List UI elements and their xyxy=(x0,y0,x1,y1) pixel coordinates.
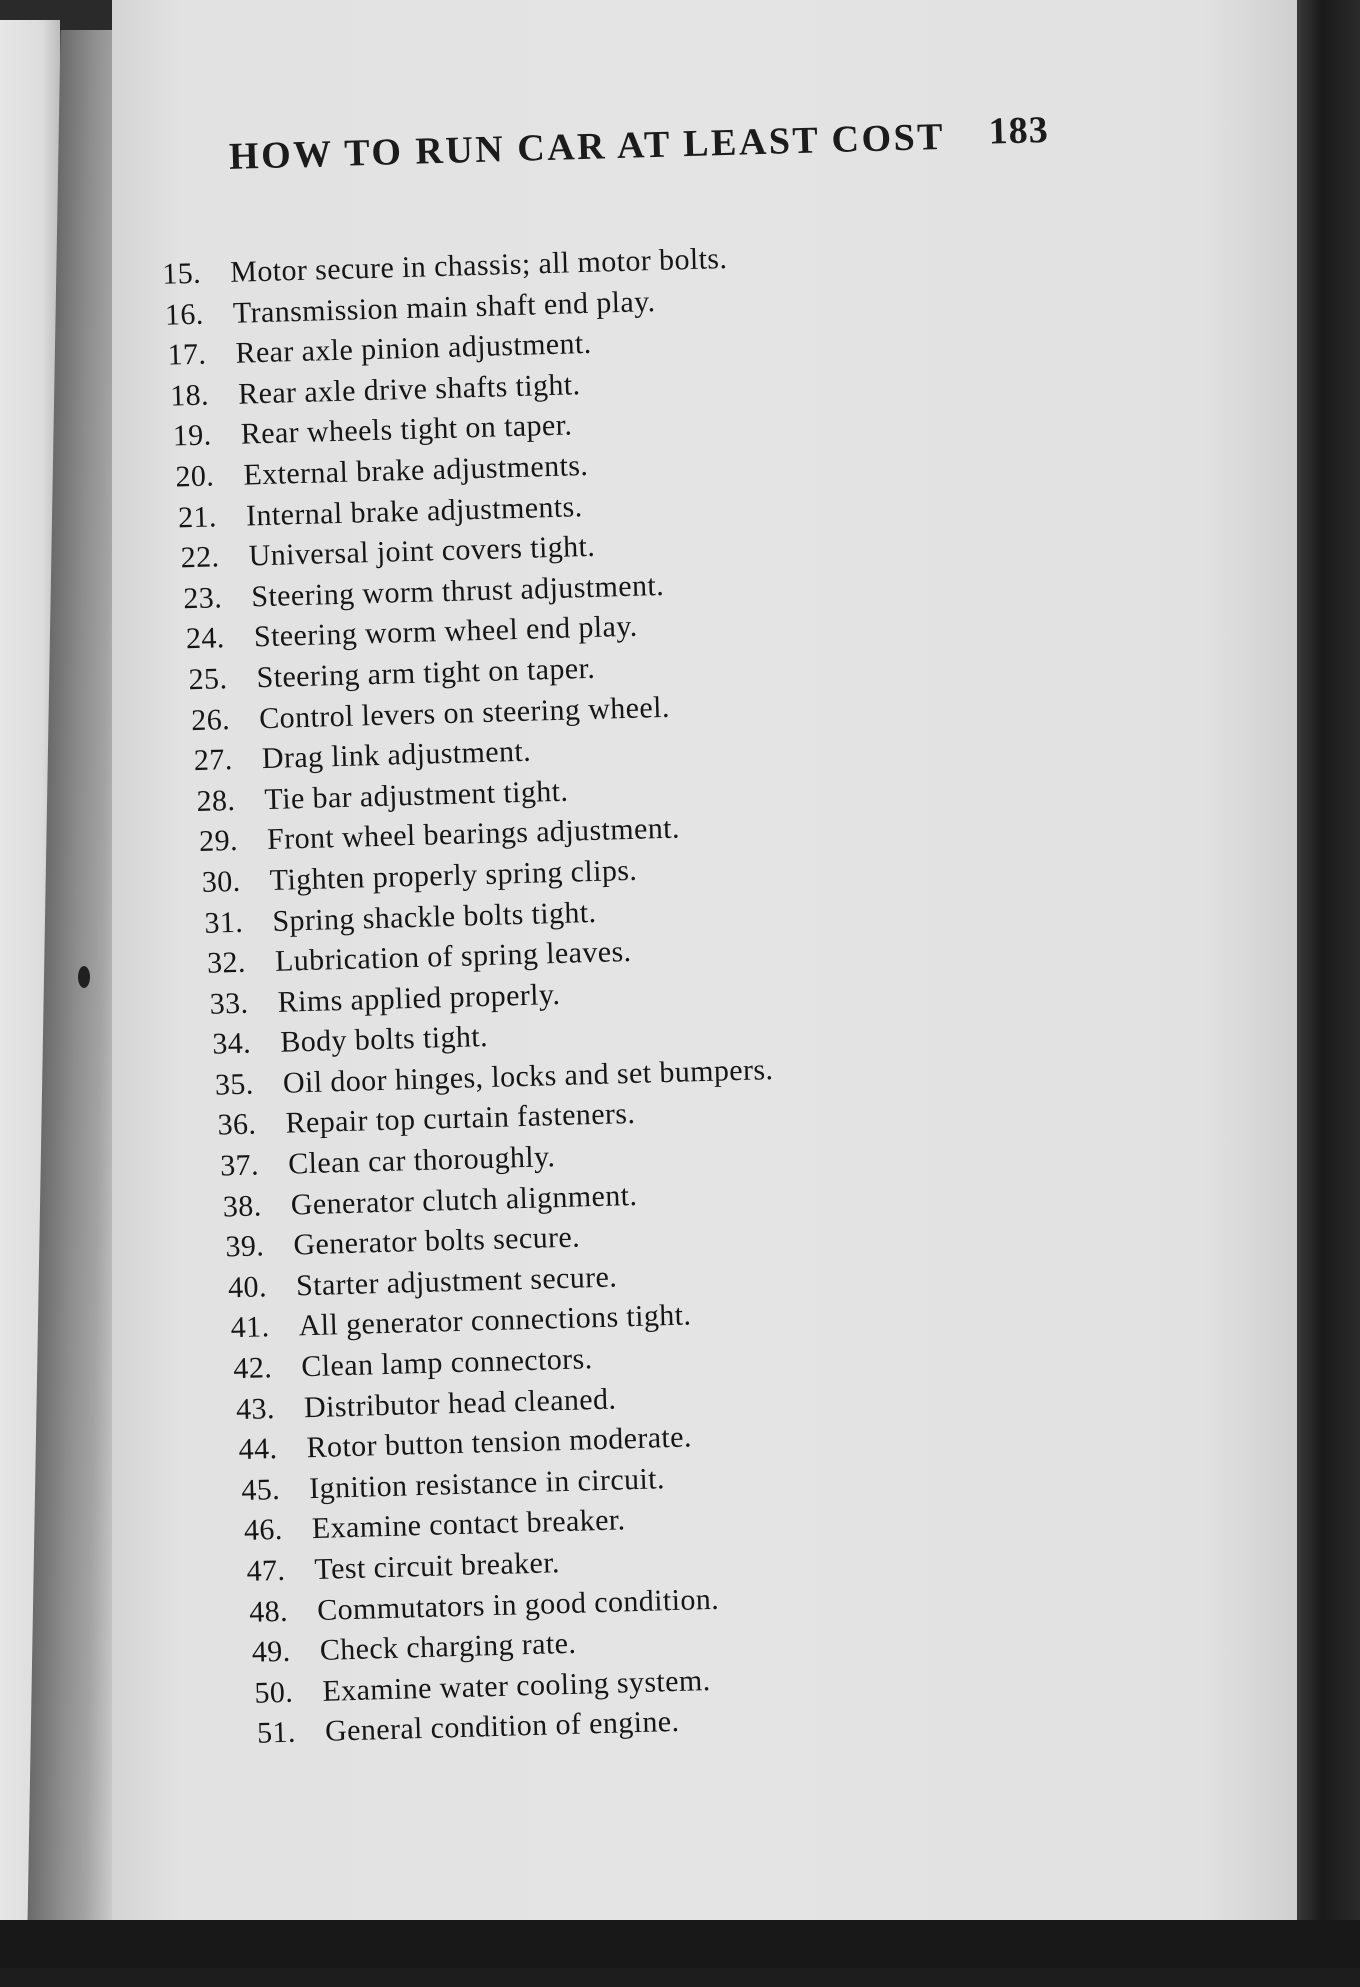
item-text: Clean lamp connectors. xyxy=(300,1342,593,1384)
item-text: Tighten properly spring clips. xyxy=(269,853,638,897)
item-text: Control levers on steering wheel. xyxy=(258,690,671,735)
item-number: 16. xyxy=(164,297,205,332)
item-number: 50. xyxy=(254,1675,294,1710)
item-number: 34. xyxy=(211,1026,252,1061)
item-number: 38. xyxy=(222,1189,263,1224)
item-text: Tie bar adjustment tight. xyxy=(264,774,569,816)
item-number: 37. xyxy=(219,1148,260,1183)
item-text: Examine contact breaker. xyxy=(311,1503,626,1546)
item-number: 35. xyxy=(214,1067,255,1102)
item-number: 15. xyxy=(161,256,202,291)
item-number: 46. xyxy=(243,1513,284,1548)
item-text: Check charging rate. xyxy=(319,1626,577,1668)
running-title: HOW TO RUN CAR AT LEAST COST xyxy=(228,115,946,178)
item-number: 30. xyxy=(201,864,241,899)
item-number: 24. xyxy=(185,621,226,656)
item-text: Test circuit breaker. xyxy=(314,1546,561,1587)
item-text: Commutators in good condition. xyxy=(316,1582,720,1627)
item-number: 43. xyxy=(235,1391,276,1426)
item-number: 48. xyxy=(248,1594,289,1629)
item-text: Motor secure in chassis; all motor bolts. xyxy=(229,241,728,289)
item-text: Distributor head cleaned. xyxy=(303,1382,617,1424)
item-text: Rear wheels tight on taper. xyxy=(240,408,573,452)
item-number: 29. xyxy=(198,824,239,859)
item-text: Rotor button tension moderate. xyxy=(306,1420,693,1465)
item-number: 22. xyxy=(180,540,220,575)
item-text: Transmission main shaft end play. xyxy=(232,284,656,330)
item-text: Body bolts tight. xyxy=(279,1020,489,1060)
item-number: 25. xyxy=(188,662,228,697)
item-number: 32. xyxy=(206,945,247,980)
item-text: Spring shackle bolts tight. xyxy=(271,895,597,938)
item-number: 36. xyxy=(217,1107,257,1143)
item-text: Rims applied properly. xyxy=(277,977,561,1019)
item-number: 39. xyxy=(225,1229,265,1264)
item-number: 31. xyxy=(203,905,244,940)
item-number: 18. xyxy=(169,378,210,413)
item-text: Universal joint covers tight. xyxy=(248,529,596,573)
item-text: Generator clutch alignment. xyxy=(290,1178,638,1222)
item-text: Starter adjustment secure. xyxy=(295,1260,618,1303)
item-number: 20. xyxy=(175,459,215,494)
item-text: All generator connections tight. xyxy=(298,1298,692,1343)
item-number: 28. xyxy=(196,783,236,818)
item-number: 42. xyxy=(232,1351,273,1386)
item-text: Steering worm thrust adjustment. xyxy=(250,568,665,614)
item-number: 47. xyxy=(246,1553,286,1588)
item-text: Rear axle pinion adjustment. xyxy=(235,327,593,370)
item-number: 21. xyxy=(177,499,218,534)
item-text: General condition of engine. xyxy=(324,1705,680,1749)
item-number: 41. xyxy=(230,1310,270,1345)
item-number: 40. xyxy=(227,1270,268,1305)
item-text: Oil door hinges, locks and set bumpers. xyxy=(282,1052,774,1100)
item-number: 23. xyxy=(182,580,223,616)
running-head xyxy=(228,108,1050,185)
item-text: Steering worm wheel end play. xyxy=(253,609,639,654)
item-text: Examine water cooling system. xyxy=(321,1663,711,1708)
inspection-checklist xyxy=(162,230,1104,1757)
item-text: External brake adjustments. xyxy=(242,448,589,492)
item-text: Ignition resistance in circuit. xyxy=(308,1462,666,1505)
item-number: 45. xyxy=(240,1472,281,1507)
page-number: 183 xyxy=(988,108,1050,153)
item-text: Front wheel bearings adjustment. xyxy=(266,811,681,857)
item-text: Repair top curtain fasteners. xyxy=(285,1097,636,1141)
item-text: Generator bolts secure. xyxy=(293,1220,581,1262)
item-text: Rear axle drive shafts tight. xyxy=(237,367,581,411)
item-text: Clean car thoroughly. xyxy=(287,1140,556,1181)
item-number: 33. xyxy=(209,986,249,1021)
item-number: 26. xyxy=(190,702,231,737)
item-number: 51. xyxy=(256,1715,297,1751)
item-number: 17. xyxy=(167,337,207,372)
item-number: 49. xyxy=(251,1634,291,1669)
item-text: Drag link adjustment. xyxy=(261,734,532,776)
item-number: 44. xyxy=(238,1432,278,1467)
item-text: Internal brake adjustments. xyxy=(245,489,583,533)
item-text: Steering arm tight on taper. xyxy=(256,651,596,695)
item-number: 27. xyxy=(193,743,234,778)
item-text: Lubrication of spring leaves. xyxy=(274,935,632,978)
item-number: 19. xyxy=(172,418,212,453)
